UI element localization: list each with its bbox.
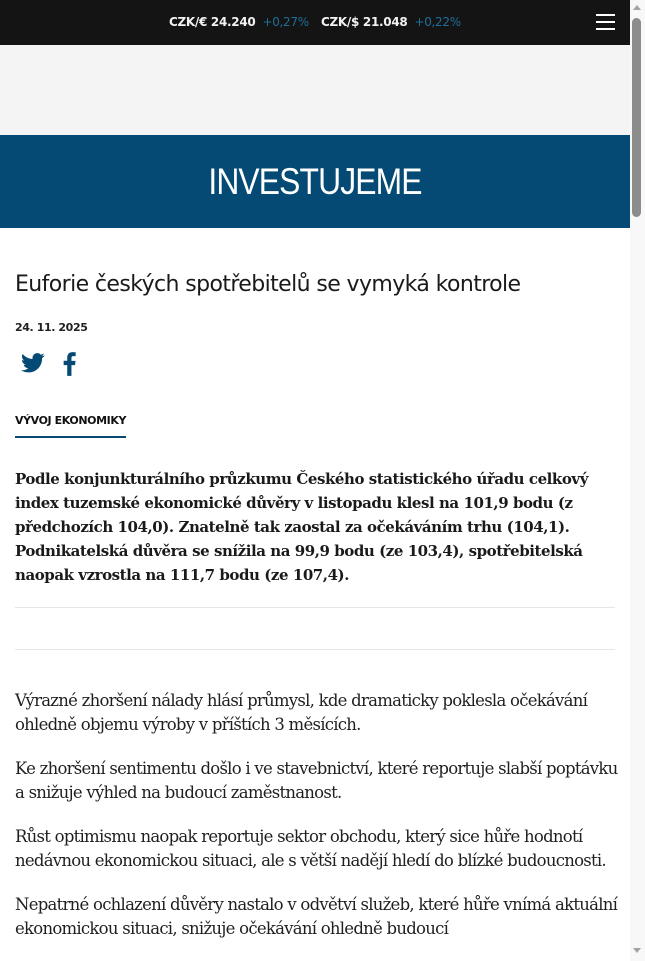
brand-header — [0, 135, 630, 228]
facebook-share-button[interactable] — [63, 352, 77, 376]
scroll-down-arrow-icon[interactable] — [633, 948, 641, 953]
ticker-eur — [169, 15, 309, 29]
article-paragraph: Ke zhoršení sentimentu došlo i ve stavebnictví, které reportuje slabší poptávku a snižuje výhled na budoucí zaměstnanost. — [15, 759, 618, 802]
facebook-icon — [63, 352, 76, 376]
menu-line — [596, 28, 615, 30]
menu-line — [596, 14, 615, 16]
ticker-eur-change: +0,27% — [262, 15, 309, 29]
category-underline — [15, 436, 126, 438]
ticker-eur-rate: CZK/€ 24.240 — [169, 15, 256, 29]
divider — [15, 649, 615, 650]
article-perex: Podle konjunkturálního průzkumu Českého statistického úřadu celkový index tuzemské ekonomické důvěry v listopadu klesl na 101,9 bodu (z předchozích 104,0). Znatelně tak zaostal za očekáváním trhu (104,1). Podnikatelská důvěra se snížila na 99,9 bodu (ze 103,4), spotřebitelská naopak vzrostla na 111,7 bodu (ze 107,4). — [15, 470, 588, 584]
category-link[interactable]: VÝVOJ EKONOMIKY — [15, 414, 127, 427]
ad-placeholder — [0, 45, 630, 135]
twitter-icon — [21, 352, 45, 374]
article-paragraph: Nepatrné ochlazení důvěry nastalo v odvětví služeb, které hůře vnímá aktuální ekonomickou situaci, snižuje očekávání ohledně budoucí — [15, 895, 618, 938]
article-paragraph: Růst optimismu naopak reportuje sektor obchodu, který sice hůře hodnotí nedávnou ekonomickou situaci, ale s větší nadějí hledí do blízké budoucnosti. — [15, 827, 606, 870]
article-title: Euforie českých spotřebitelů se vymyká kontrole — [15, 272, 521, 297]
vertical-scrollbar[interactable] — [630, 0, 645, 961]
hamburger-menu-icon[interactable] — [596, 13, 616, 31]
currency-ticker-bar — [0, 0, 630, 45]
ticker-usd-change: +0,22% — [414, 15, 461, 29]
ticker-usd-rate: CZK/$ 21.048 — [321, 15, 408, 29]
ticker-usd — [321, 15, 461, 29]
article-paragraph: Výrazné zhoršení nálady hlásí průmysl, kde dramaticky poklesla očekávání ohledně objemu výroby v příštích 3 měsících. — [15, 691, 588, 734]
article-date: 24. 11. 2025 — [15, 321, 88, 334]
scrollbar-thumb[interactable] — [632, 18, 641, 217]
site-logo[interactable]: INVESTUJEME — [208, 161, 422, 202]
article-body — [15, 689, 620, 961]
menu-line — [596, 21, 615, 23]
scroll-up-arrow-icon[interactable] — [633, 5, 641, 10]
divider — [15, 607, 615, 608]
twitter-share-button[interactable] — [21, 352, 45, 376]
